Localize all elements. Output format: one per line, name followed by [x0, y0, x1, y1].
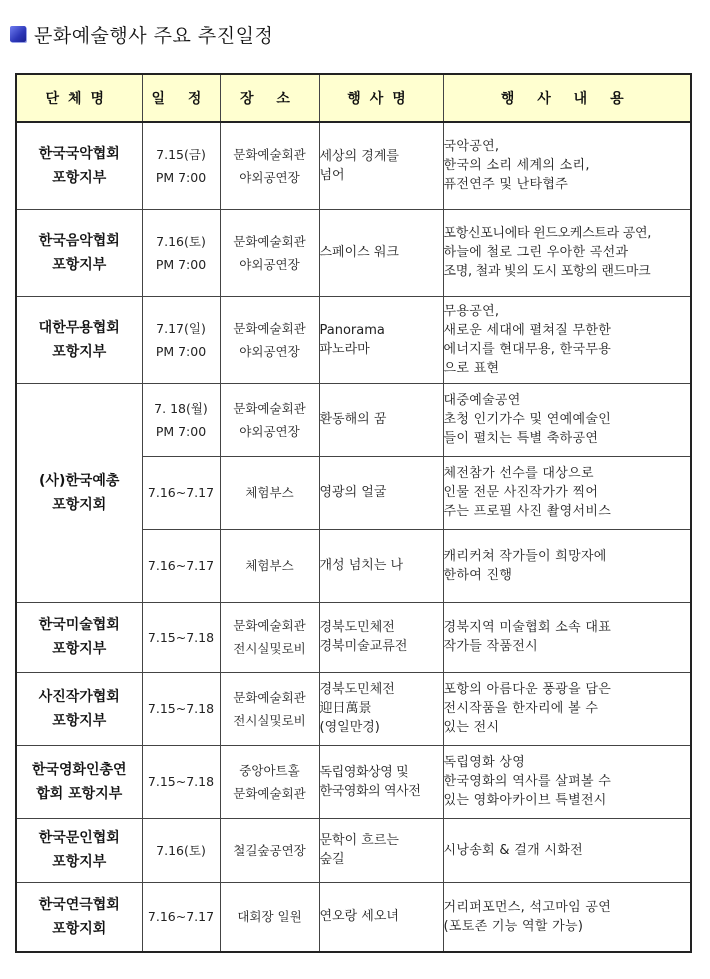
- schedule-cell: 7.15~7.18: [142, 672, 220, 745]
- schedule-cell: 7.16~7.17: [142, 882, 220, 952]
- table-header-row: [16, 74, 691, 122]
- event-content-cell: 시낭송회 & 걸개 시화전: [443, 818, 691, 882]
- event-content-cell: 경북지역 미술협회 소속 대표 작가들 작품전시: [443, 602, 691, 672]
- organization-cell: 한국미술협회 포항지부: [16, 602, 142, 672]
- event-content-cell: 국악공연, 한국의 소리 세계의 소리, 퓨전연주 및 난타협주: [443, 122, 691, 209]
- event-content-cell: 무용공연, 새로운 세대에 펼쳐질 무한한 에너지를 현대무용, 한국무용 으로 표현: [443, 296, 691, 383]
- schedule-cell: 7.16~7.17: [142, 456, 220, 529]
- event-name-cell: 스페이스 워크: [319, 209, 443, 296]
- page-title: 문화예술행사 주요 추진일정: [34, 24, 274, 47]
- table-row: [16, 209, 691, 296]
- event-content-cell: 포항신포니에타 윈드오케스트라 공연, 하늘에 철로 그린 우아한 곡선과 조명, 철과 빛의 도시 포항의 랜드마크: [443, 209, 691, 296]
- event-content-cell: 체전참가 선수를 대상으로 인물 전문 사진작가가 찍어 주는 프로필 사진 촬영서비스: [443, 456, 691, 529]
- event-content-cell: 대중예술공연 초청 인기가수 및 연예예술인 들이 펼치는 특별 축하공연: [443, 383, 691, 456]
- table-row: [16, 672, 691, 745]
- event-name-cell: 경북도민체전 迎日萬景 (영일만경): [319, 672, 443, 745]
- header-event-name: 행사명: [319, 74, 443, 122]
- venue-cell: 문화예술회관 야외공연장: [220, 296, 319, 383]
- event-content-cell: 포항의 아름다운 풍광을 담은 전시작품을 한자리에 볼 수 있는 전시: [443, 672, 691, 745]
- blue-square-bullet-icon: [10, 26, 26, 42]
- event-name-cell: 경북도민체전 경북미술교류전: [319, 602, 443, 672]
- venue-cell: 문화예술회관 야외공연장: [220, 209, 319, 296]
- organization-cell: 사진작가협회 포항지부: [16, 672, 142, 745]
- venue-cell: 중앙아트홀 문화예술회관: [220, 745, 319, 818]
- event-name-cell: 영광의 얼굴: [319, 456, 443, 529]
- venue-cell: 체험부스: [220, 529, 319, 602]
- schedule-cell: 7. 18(월) PM 7:00: [142, 383, 220, 456]
- table-row: [16, 745, 691, 818]
- organization-cell: 한국영화인총연 합회 포항지부: [16, 745, 142, 818]
- schedule-cell: 7.15~7.18: [142, 602, 220, 672]
- event-name-cell: 문학이 흐르는 숲길: [319, 818, 443, 882]
- schedule-cell: 7.16(토) PM 7:00: [142, 209, 220, 296]
- event-content-cell: 독립영화 상영 한국영화의 역사를 살펴볼 수 있는 영화아카이브 특별전시: [443, 745, 691, 818]
- organization-cell: 한국연극협회 포항지회: [16, 882, 142, 952]
- header-schedule: 일 정: [142, 74, 220, 122]
- header-event-content: 행 사 내 용: [443, 74, 691, 122]
- event-content-cell: 거리퍼포먼스, 석고마임 공연 (포토존 기능 역할 가능): [443, 882, 691, 952]
- venue-cell: 대회장 일원: [220, 882, 319, 952]
- event-name-cell: 세상의 경계를 넘어: [319, 122, 443, 209]
- event-name-cell: 연오랑 세오녀: [319, 882, 443, 952]
- event-name-cell: 독립영화상영 및 한국영화의 역사전: [319, 745, 443, 818]
- table-row: [16, 818, 691, 882]
- event-content-cell: 캐리커쳐 작가들이 희망자에 한하여 진행: [443, 529, 691, 602]
- schedule-cell: 7.16(토): [142, 818, 220, 882]
- organization-cell: 한국국악협회 포항지부: [16, 122, 142, 209]
- table-row: [16, 882, 691, 952]
- venue-cell: 문화예술회관 야외공연장: [220, 383, 319, 456]
- table-row: [16, 383, 691, 456]
- venue-cell: 체험부스: [220, 456, 319, 529]
- organization-cell: (사)한국예총 포항지회: [16, 383, 142, 602]
- schedule-cell: 7.17(일) PM 7:00: [142, 296, 220, 383]
- event-name-cell: Panorama 파노라마: [319, 296, 443, 383]
- schedule-cell: 7.15(금) PM 7:00: [142, 122, 220, 209]
- table-row: [16, 296, 691, 383]
- header-venue: 장 소: [220, 74, 319, 122]
- header-organization: 단체명: [16, 74, 142, 122]
- organization-cell: 대한무용협회 포항지부: [16, 296, 142, 383]
- organization-cell: 한국음악협회 포항지부: [16, 209, 142, 296]
- table-row: [16, 602, 691, 672]
- event-name-cell: 환동해의 꿈: [319, 383, 443, 456]
- section-title: [10, 20, 273, 48]
- schedule-cell: 7.15~7.18: [142, 745, 220, 818]
- table-row: [16, 122, 691, 209]
- venue-cell: 문화예술회관 전시실및로비: [220, 672, 319, 745]
- event-name-cell: 개성 넘치는 나: [319, 529, 443, 602]
- venue-cell: 문화예술회관 전시실및로비: [220, 602, 319, 672]
- schedule-table: [15, 73, 692, 953]
- organization-cell: 한국문인협회 포항지부: [16, 818, 142, 882]
- venue-cell: 문화예술회관 야외공연장: [220, 122, 319, 209]
- venue-cell: 철길숲공연장: [220, 818, 319, 882]
- schedule-cell: 7.16~7.17: [142, 529, 220, 602]
